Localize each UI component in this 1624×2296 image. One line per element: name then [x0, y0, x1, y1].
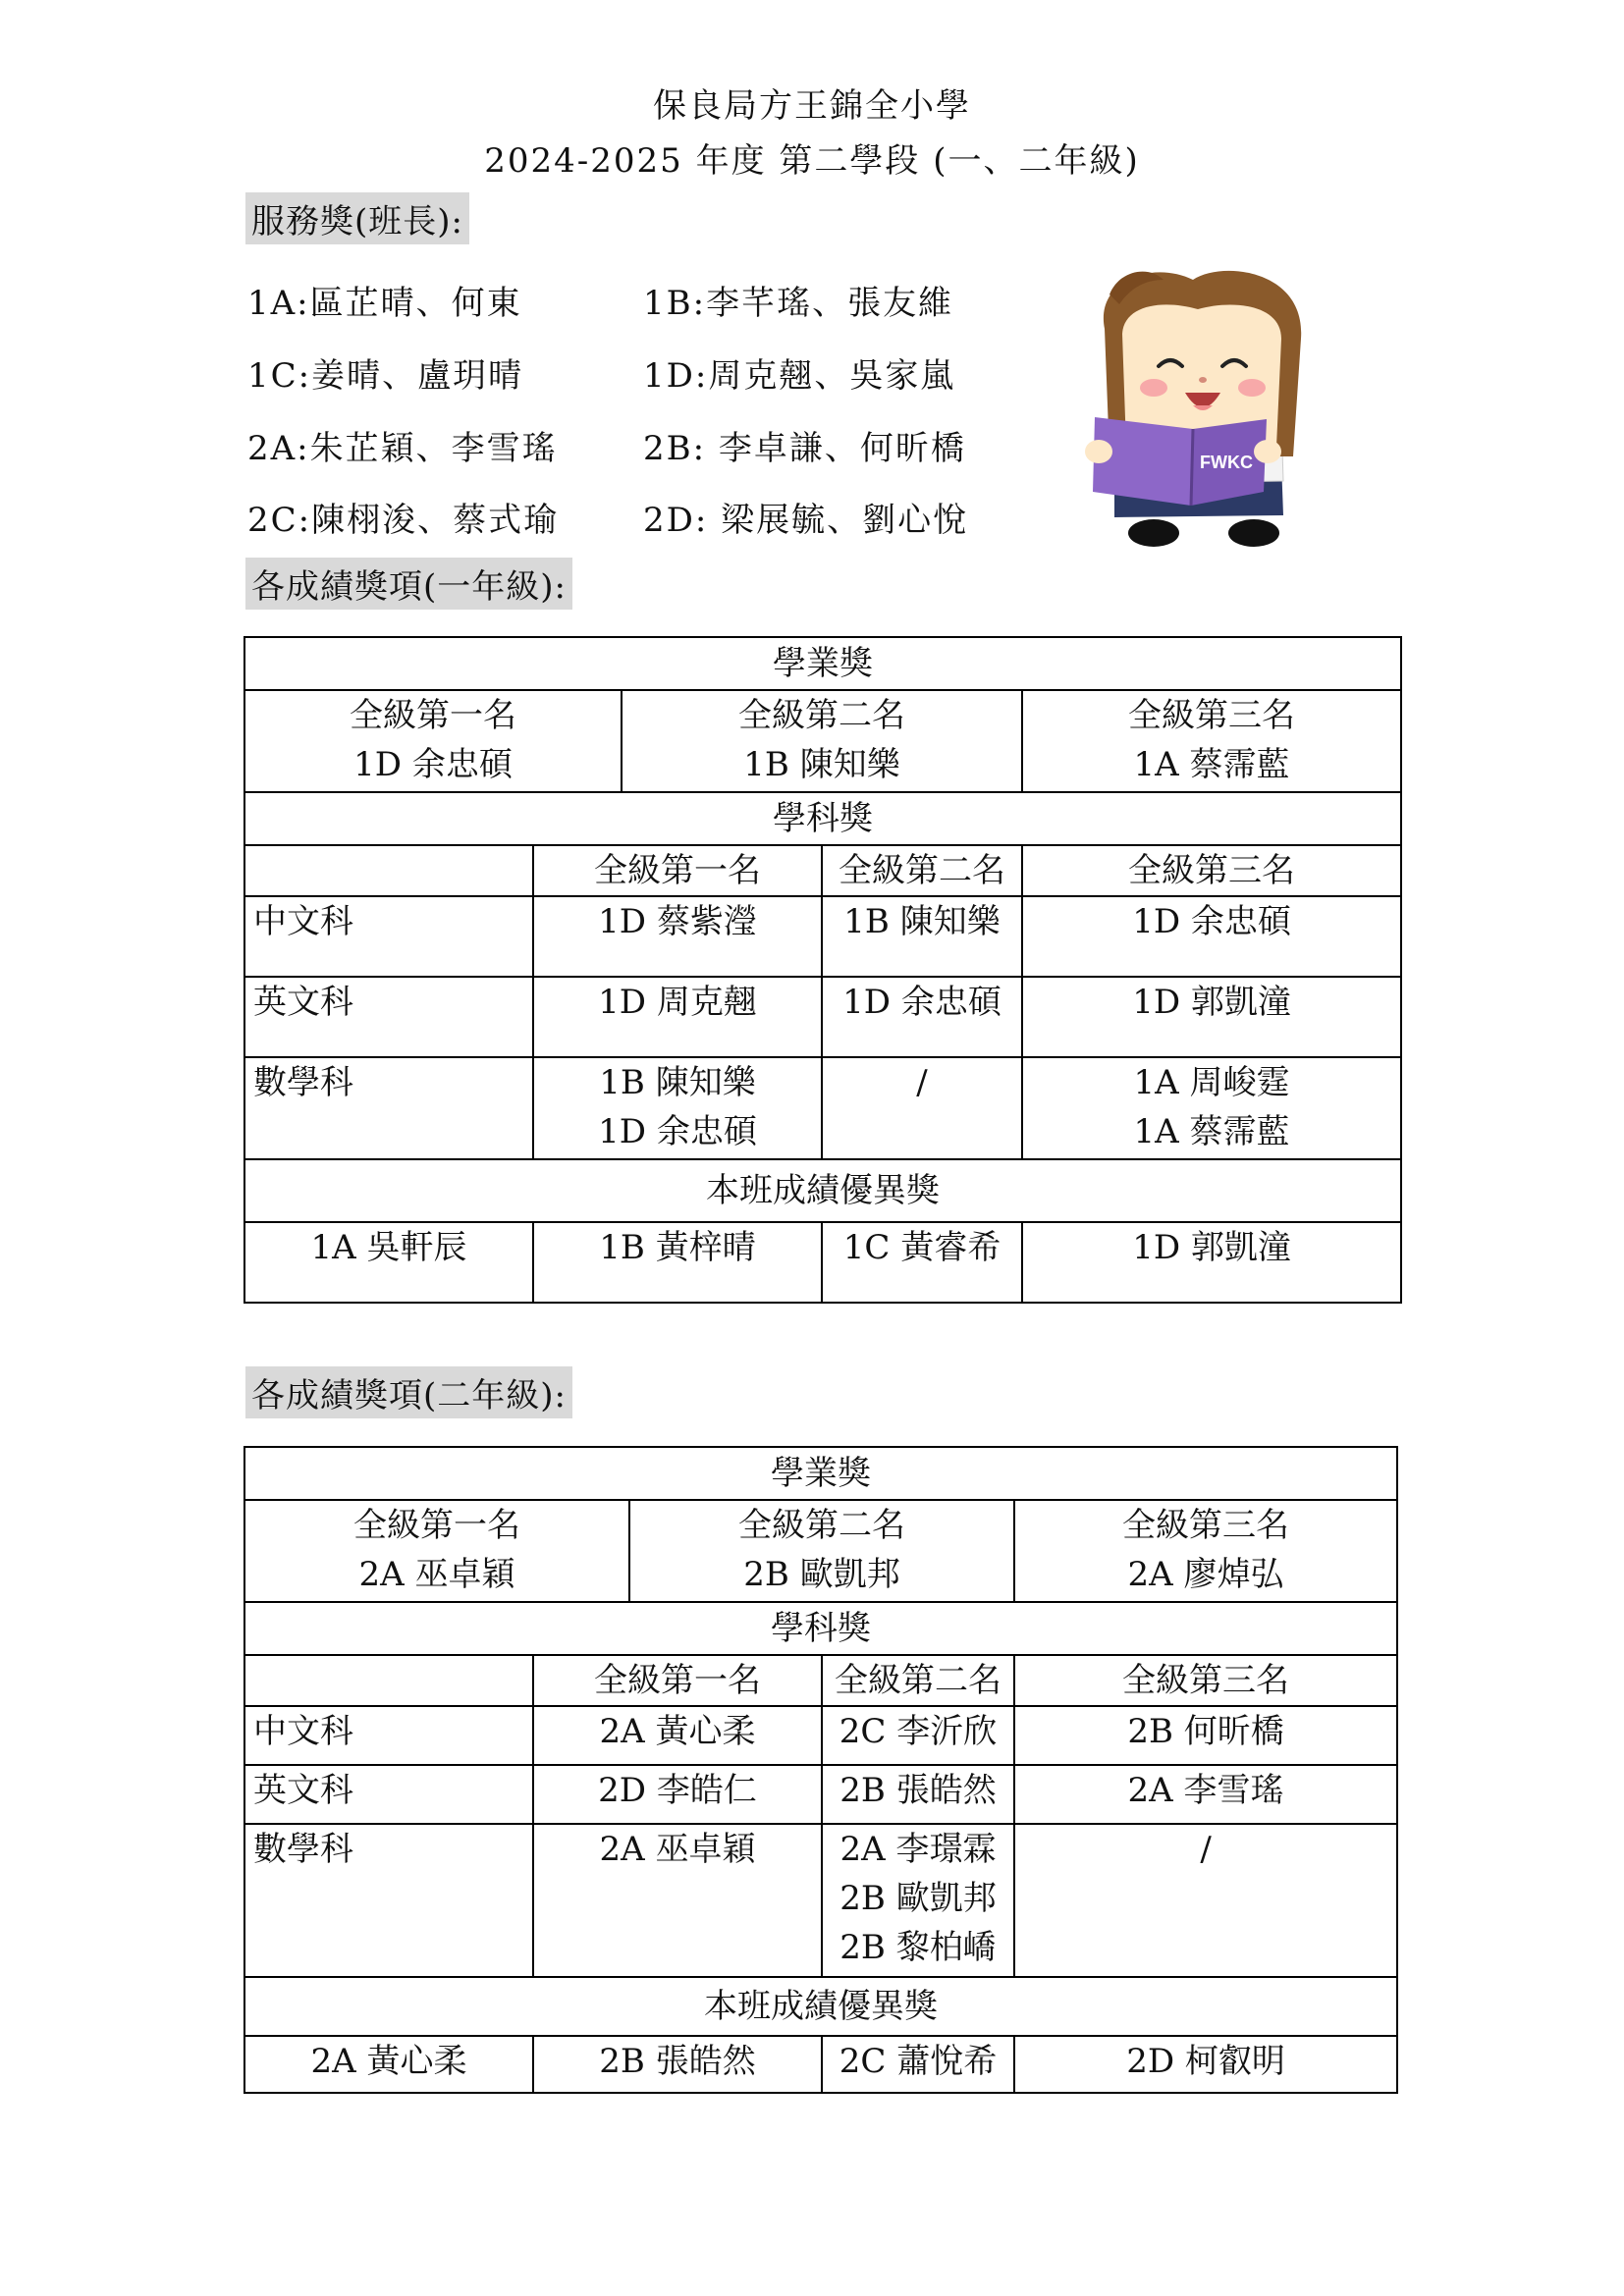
- subject-name: 中文科: [244, 1706, 533, 1765]
- subject-second: [822, 1824, 1014, 1977]
- subject-rank-header: 全級第一名: [533, 845, 822, 896]
- student-name: 1A 蔡霈藍: [1133, 745, 1290, 784]
- subject-award-title: 學科獎: [244, 1602, 1397, 1655]
- subject-rank-header: 全級第二名: [822, 1655, 1014, 1706]
- service-entry-2b: 2B: 李卓謙、何昕橋: [643, 429, 966, 468]
- school-name: 保良局方王錦全小學: [653, 86, 971, 126]
- service-entry-1b: 1B:李芊瑤、張友維: [643, 284, 954, 323]
- rank-label: 全級第一名: [350, 696, 516, 735]
- subject-rank-header: 全級第二名: [822, 845, 1022, 896]
- subject-name: 英文科: [244, 977, 533, 1057]
- subject-first: [533, 1057, 822, 1159]
- class-award-2c: 2C 蕭悅希: [822, 2036, 1014, 2093]
- academic-first-cell: [244, 1500, 629, 1602]
- academic-second-cell: [622, 690, 1022, 792]
- rank-label: 全級第二名: [738, 696, 905, 735]
- subject-second: 1B 陳知樂: [822, 896, 1022, 977]
- academic-third-cell: [1014, 1500, 1397, 1602]
- class-award-title: 本班成績優異獎: [244, 1159, 1401, 1222]
- subject-rank-header: 全級第三名: [1014, 1655, 1397, 1706]
- subject-second: 1D 余忠碩: [822, 977, 1022, 1057]
- subject-name: 數學科: [244, 1057, 533, 1159]
- student-name: 2B 歐凱邦: [743, 1555, 900, 1594]
- class-award-1c: 1C 黃睿希: [822, 1222, 1022, 1303]
- subject-name: 中文科: [244, 896, 533, 977]
- period-title: 2024-2025 年度 第二學段 (一、二年級): [484, 141, 1140, 181]
- service-entry-2c: 2C:陳栩浚、蔡式瑜: [247, 501, 560, 540]
- student-name: 1D 余忠碩: [598, 1112, 757, 1151]
- subject-first: 2D 李皓仁: [533, 1765, 822, 1824]
- rank-label: 全級第一名: [353, 1506, 520, 1545]
- class-award-1b: 1B 黃梓晴: [533, 1222, 822, 1303]
- subject-third: 1D 郭凱潼: [1022, 977, 1401, 1057]
- rank-label: 全級第三名: [1122, 1506, 1290, 1545]
- service-entry-2a: 2A:朱芷穎、李雪瑤: [247, 429, 558, 468]
- subject-first: 1D 蔡紫瀅: [533, 896, 822, 977]
- grade2-awards-table: [244, 1446, 1398, 2094]
- student-name: 1A 周峻霆: [1133, 1063, 1290, 1102]
- subject-third: 1D 余忠碩: [1022, 896, 1401, 977]
- subject-name: 英文科: [244, 1765, 533, 1824]
- grade2-awards-heading: 各成績獎項(二年級):: [245, 1366, 572, 1418]
- subject-second: 2C 李沂欣: [822, 1706, 1014, 1765]
- student-name: 2A 李璟霖: [839, 1830, 997, 1869]
- student-name: 1B 陳知樂: [599, 1063, 756, 1102]
- student-name: 2B 歐凱邦: [839, 1879, 997, 1918]
- class-award-2d: 2D 柯叡明: [1014, 2036, 1397, 2093]
- student-name: 1A 蔡霈藍: [1133, 1112, 1290, 1151]
- service-entry-2d: 2D: 梁展毓、劉心悅: [643, 501, 969, 540]
- student-name: 2B 黎柏嶠: [839, 1928, 997, 1967]
- subject-third: /: [1014, 1824, 1397, 1977]
- subject-first: 1D 周克翹: [533, 977, 822, 1057]
- subject-rank-header: 全級第三名: [1022, 845, 1401, 896]
- student-name: 2A 巫卓穎: [358, 1555, 515, 1594]
- service-award-heading: 服務獎(班長):: [245, 192, 469, 244]
- class-award-1a: 1A 吳軒辰: [244, 1222, 533, 1303]
- class-award-title: 本班成績優異獎: [244, 1977, 1397, 2036]
- subject-third: 2A 李雪瑤: [1014, 1765, 1397, 1824]
- subject-second: 2B 張皓然: [822, 1765, 1014, 1824]
- subject-award-title: 學科獎: [244, 792, 1401, 845]
- subject-header-blank: [244, 845, 533, 896]
- subject-first: 2A 黃心柔: [533, 1706, 822, 1765]
- academic-award-title: 學業獎: [244, 637, 1401, 690]
- academic-third-cell: [1022, 690, 1401, 792]
- service-entry-1a: 1A:區芷晴、何東: [247, 284, 522, 323]
- academic-award-title: 學業獎: [244, 1447, 1397, 1500]
- academic-first-cell: [244, 690, 622, 792]
- class-award-2b: 2B 張皓然: [533, 2036, 822, 2093]
- subject-first: 2A 巫卓穎: [533, 1824, 822, 1977]
- class-award-2a: 2A 黃心柔: [244, 2036, 533, 2093]
- service-entry-1c: 1C:姜晴、盧玥晴: [247, 356, 524, 396]
- mascot-book-label: FWKC: [1200, 453, 1253, 472]
- subject-third: 2B 何昕橋: [1014, 1706, 1397, 1765]
- rank-label: 全級第三名: [1128, 696, 1296, 735]
- student-name: 1B 陳知樂: [743, 745, 900, 784]
- rank-label: 全級第二名: [738, 1506, 905, 1545]
- subject-rank-header: 全級第一名: [533, 1655, 822, 1706]
- subject-third: [1022, 1057, 1401, 1159]
- academic-second-cell: [629, 1500, 1014, 1602]
- student-name: 2A 廖焯弘: [1127, 1555, 1284, 1594]
- class-award-1d: 1D 郭凱潼: [1022, 1222, 1401, 1303]
- subject-name: 數學科: [244, 1824, 533, 1977]
- subject-header-blank: [244, 1655, 533, 1706]
- mascot-bread-reading-icon: [1075, 260, 1311, 560]
- service-entry-1d: 1D:周克翹、吳家嵐: [643, 356, 956, 396]
- subject-second: /: [822, 1057, 1022, 1159]
- grade1-awards-table: [244, 636, 1402, 1304]
- grade1-awards-heading: 各成績獎項(一年級):: [245, 558, 572, 610]
- student-name: 1D 余忠碩: [353, 745, 513, 784]
